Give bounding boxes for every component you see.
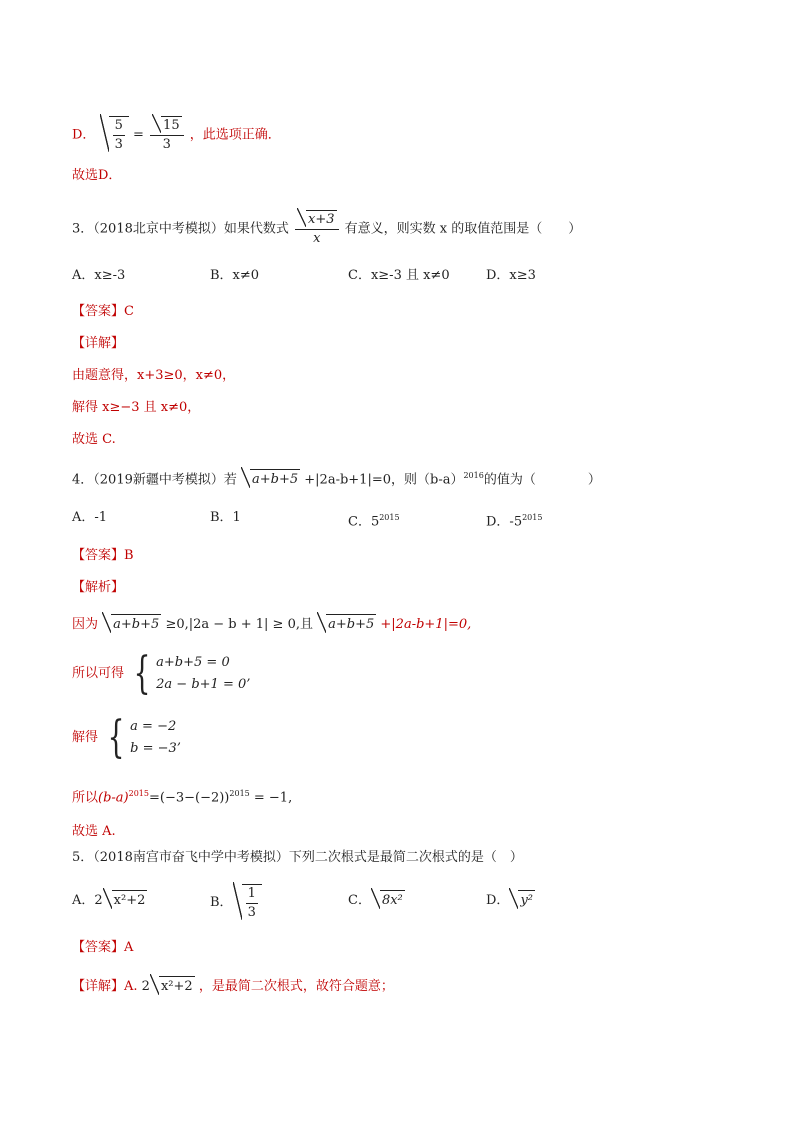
q4-stem: 4．（2019新疆中考模拟）若 a+b+5 +|2a-b+1|=0，则$(b-a)^{2016}$的值为（ ） (72, 466, 601, 490)
q3-option-a: A．x≥-3 (72, 268, 126, 283)
q3-option-b: B．x≠0 (210, 268, 260, 283)
q4-choose: 故选 A. (72, 824, 116, 839)
q2-d-lhs-sqrt: $\frac{5}{3}$ (100, 116, 129, 154)
q4-answer: 【答案】B (72, 548, 134, 563)
q4-l1-sqrt: a+b+5 (102, 614, 161, 635)
q5-option-c: C． 8x² (348, 890, 405, 911)
q2-d-label: D． (72, 127, 96, 143)
q4-option-c: C．$5^{2015}$ (348, 513, 400, 530)
q2-choose: 故选D． (72, 168, 122, 183)
q3-fraction: $\frac{x+3}{x}$ (295, 210, 339, 248)
q3-detail-line1: 由题意得，x+3≥0，x≠0， (72, 368, 236, 383)
q5-option-b: B． $\frac{1}{3}$ (210, 884, 262, 922)
q3-answer: 【答案】C (72, 304, 134, 319)
q4-option-d: D．$-5^{2015}$ (486, 513, 543, 530)
q2-d-comment: ，此选项正确． (189, 127, 281, 143)
q5-stem: 5．（2018南宫市奋飞中学中考模拟）下列二次根式是最简二次根式的是（ ） (72, 850, 523, 865)
q4-option-a: A．-1 (72, 510, 108, 525)
q5-answer: 【答案】A (72, 940, 134, 955)
q3-detail-label: 【详解】 (72, 336, 125, 351)
q4-system2: { a = −2 b = −3’ (107, 712, 181, 763)
q5-detail: 【详解】A. 2 x²+2 ，是最简二次根式，故符合题意； (72, 976, 394, 997)
q4-analysis-line1: 因为 a+b+5 ≥0,|2a − b + 1| ≥ 0,且 a+b+5 +|2a-b+1|=0, (72, 614, 471, 635)
q2-option-d-line: D． $\frac{5}{3}$ = $\frac{15}{3}$ ，此选项正确． (72, 118, 281, 152)
q5-option-d: D． y² (486, 890, 535, 911)
q4-analysis-line2: 所以可得 { a+b+5 = 0 2a − b+1 = 0’ (72, 648, 251, 699)
q4-analysis-line3: 解得 { a = −2 b = −3’ (72, 712, 181, 763)
q4-analysis-line4: 所以$(b-a)^{2015}=(-3-(-2))^{2015} = -1$, (72, 789, 293, 806)
q3-detail-line2: 解得 x≥−3 且 x≠0， (72, 400, 201, 415)
q4-option-b: B．1 (210, 510, 241, 525)
q4-l1-sqrt2: a+b+5 (317, 614, 376, 635)
q2-d-rhs-frac: $\frac{15}{3}$ (150, 116, 184, 154)
q3-option-d: D．x≥3 (486, 268, 536, 283)
q3-choose: 故选 C. (72, 432, 116, 447)
q4-analysis-label: 【解析】 (72, 580, 125, 595)
q3-option-c: C．x≥-3 且 x≠0 (348, 268, 450, 283)
q3-stem: 3．（2018北京中考模拟）如果代数式 $\frac{x+3}{x}$ 有意义，则实数 x 的取值范围是（ ） (72, 212, 582, 246)
q4-system1: { a+b+5 = 0 2a − b+1 = 0’ (133, 648, 251, 699)
q5-option-a: A．2 x²+2 (72, 890, 147, 911)
q4-stem-sqrt: a+b+5 (241, 469, 300, 490)
